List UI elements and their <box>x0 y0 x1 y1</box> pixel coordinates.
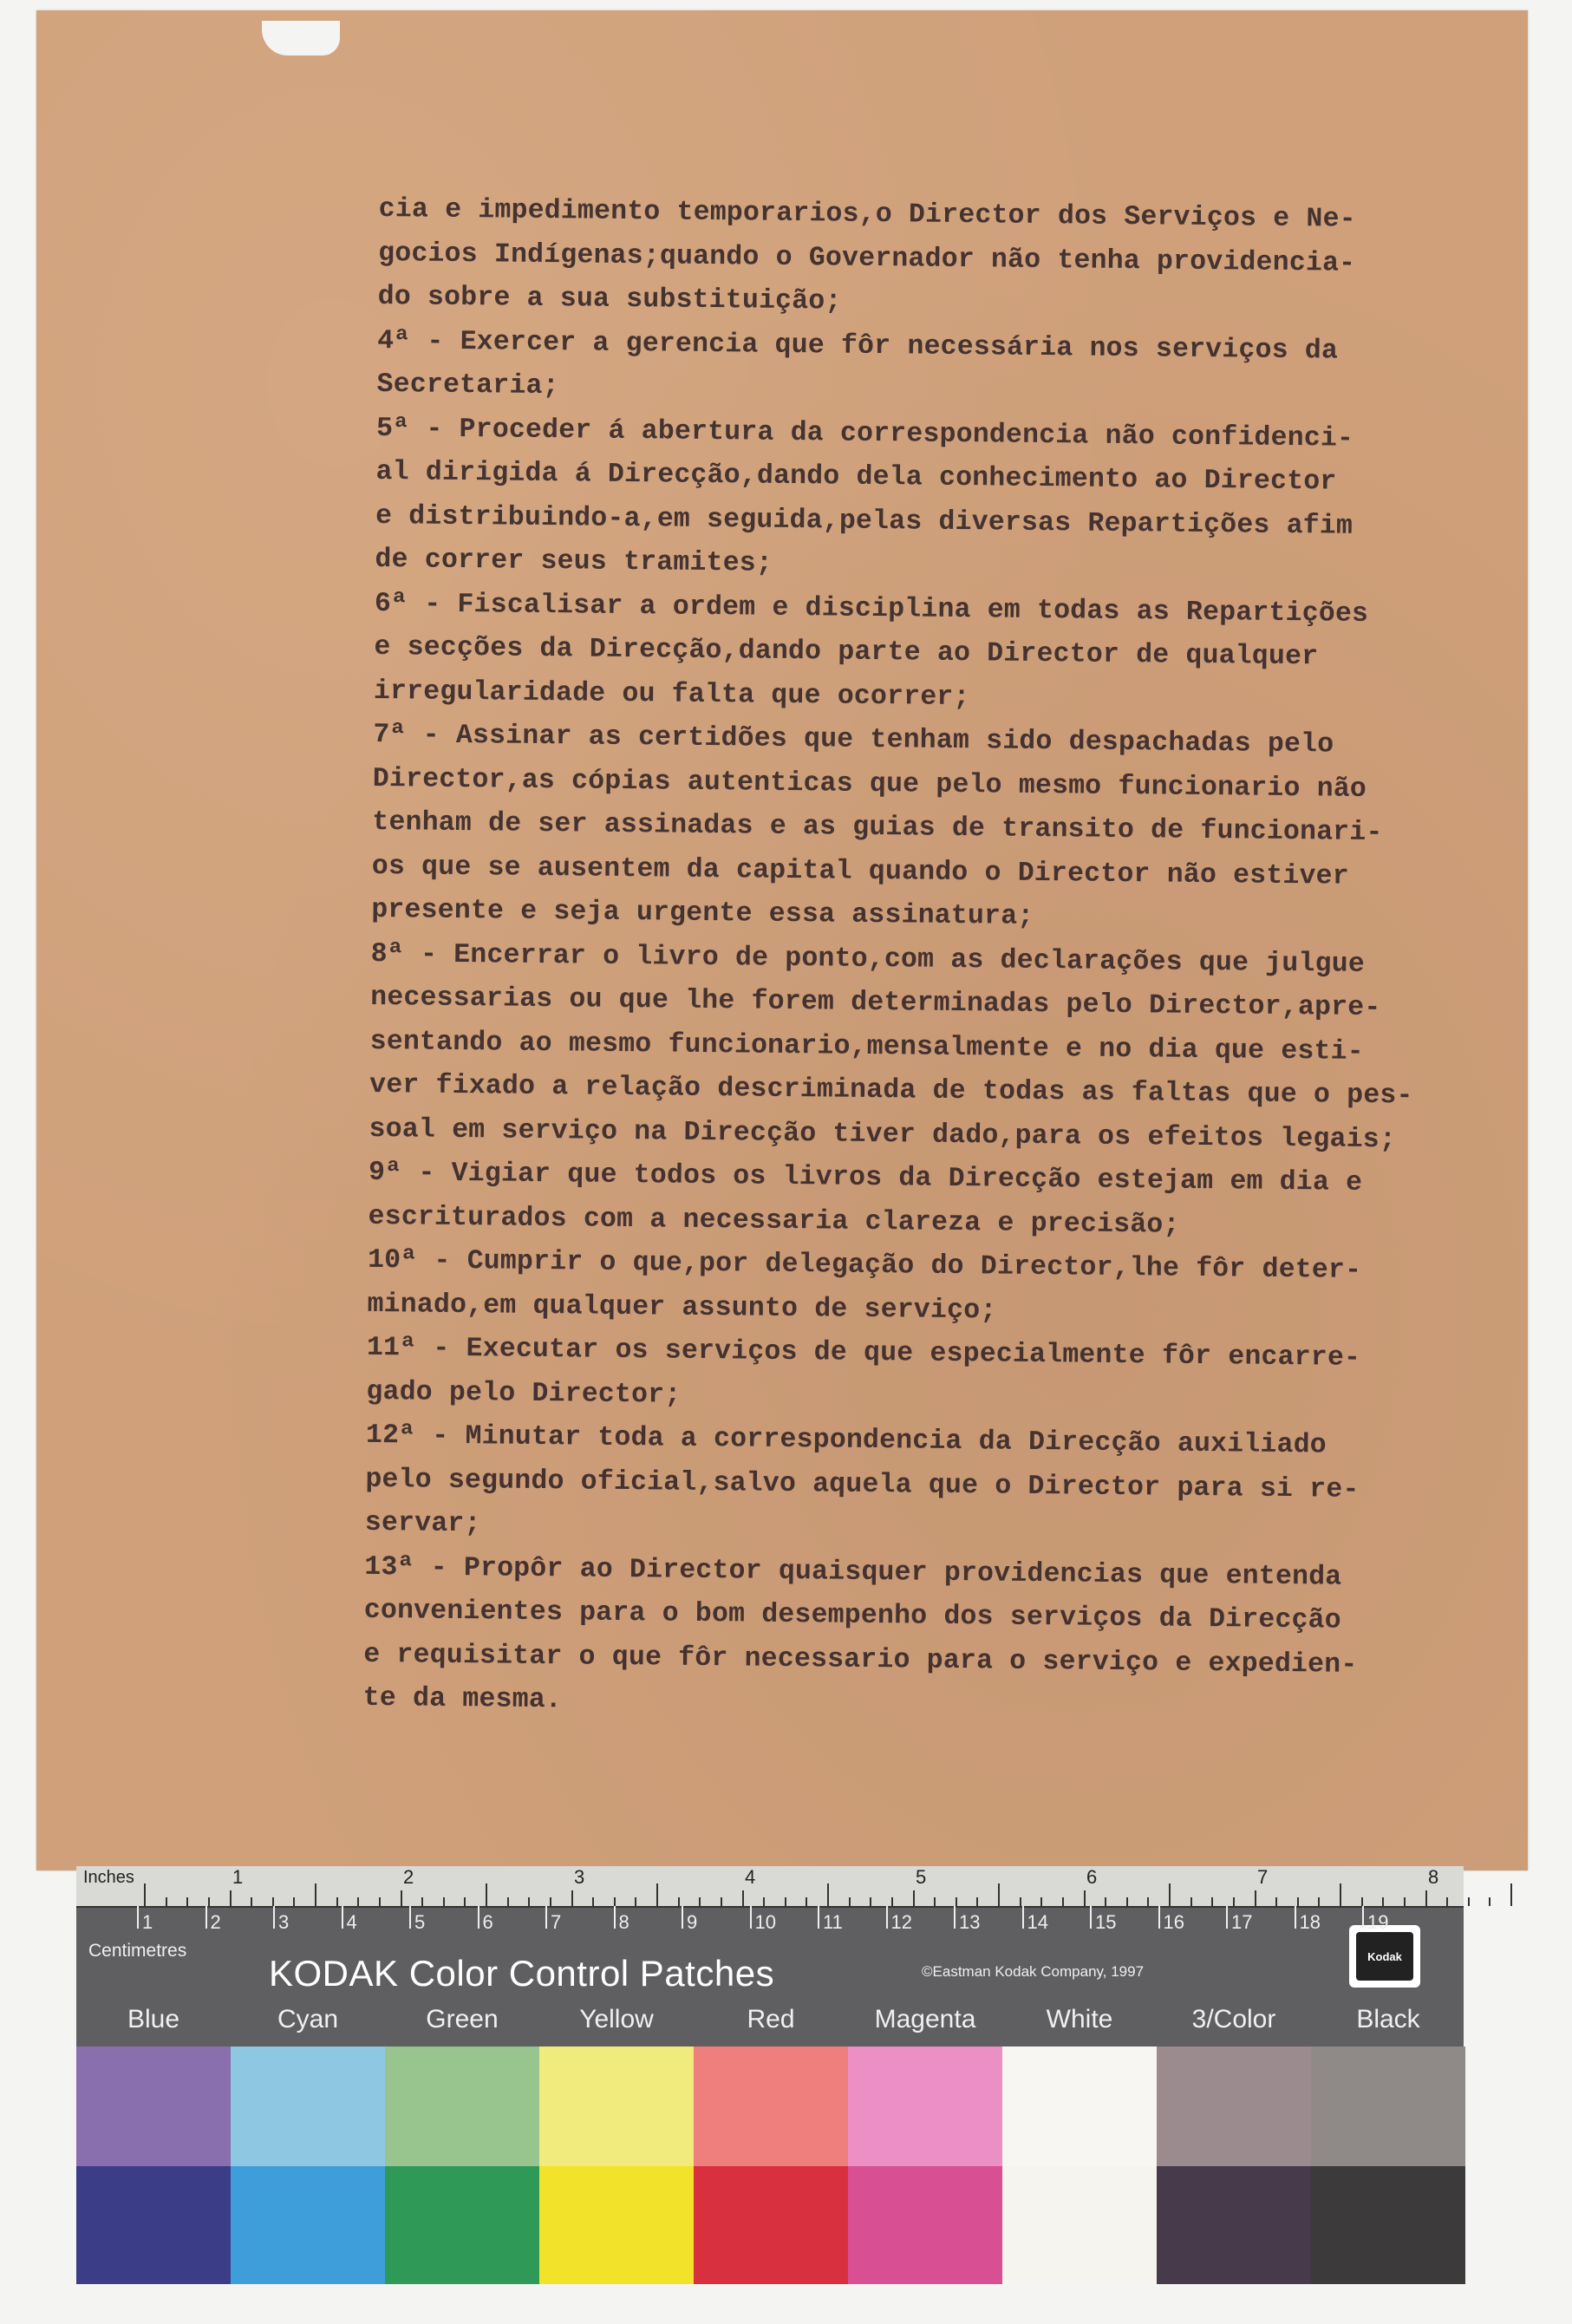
cm-tick <box>1362 1906 1364 1929</box>
ruler-tick <box>656 1883 658 1906</box>
ruler-tick <box>550 1897 551 1906</box>
text-line: te da mesma. <box>362 1682 563 1716</box>
ruler-tick <box>785 1897 786 1906</box>
cm-number: 19 <box>1367 1911 1389 1933</box>
cm-tick <box>886 1906 888 1929</box>
ruler-tick <box>1233 1897 1235 1906</box>
text-line: al dirigida á Direcção,dando dela conhecimento ao Director <box>375 456 1337 498</box>
cm-number: 7 <box>551 1911 562 1933</box>
kodak-color-control-target <box>76 1866 1464 2284</box>
ruler-tick <box>1425 1890 1427 1906</box>
text-line: 4ª - Exercer a gerencia que fôr necessária nos serviços da <box>376 325 1339 367</box>
cm-number: 16 <box>1163 1911 1184 1933</box>
ruler-tick <box>464 1897 466 1906</box>
text-line: minado,em qualquer assunto de serviço; <box>367 1289 997 1327</box>
ruler-tick <box>998 1883 1000 1906</box>
inch-number: 3 <box>574 1866 585 1888</box>
ruler-tick <box>571 1890 573 1906</box>
cm-tick <box>1158 1906 1160 1929</box>
cm-number: 17 <box>1231 1911 1253 1933</box>
kodak-logo-text: Kodak <box>1356 1932 1413 1981</box>
cm-tick <box>545 1906 547 1929</box>
ruler-tick <box>742 1890 744 1906</box>
cm-tick <box>478 1906 479 1929</box>
ruler-tick <box>1404 1897 1406 1906</box>
ruler-tick <box>1318 1897 1320 1906</box>
ruler-tick <box>272 1897 274 1906</box>
patch-label: Red <box>747 2005 795 2034</box>
cm-tick <box>614 1906 616 1929</box>
patch-label: Blue <box>127 2005 180 2034</box>
color-patch-top <box>385 2047 539 2166</box>
cm-tick <box>1226 1906 1228 1929</box>
cm-tick <box>954 1906 956 1929</box>
text-line: do sobre a sua substituição; <box>377 281 842 317</box>
ruler-tick <box>486 1883 487 1906</box>
ruler-tick <box>528 1897 530 1906</box>
patch-label: 3/Color <box>1191 2005 1276 2034</box>
cm-number: 11 <box>823 1911 843 1933</box>
ruler-tick <box>956 1897 957 1906</box>
text-line: e requisitar o que fôr necessario para o serviço e expedien- <box>363 1639 1358 1681</box>
ruler-tick <box>357 1897 359 1906</box>
inch-number: 5 <box>916 1866 927 1888</box>
inch-number: 8 <box>1428 1866 1439 1888</box>
ruler-tick <box>614 1897 616 1906</box>
cm-tick <box>1295 1906 1296 1929</box>
ruler-tick <box>1020 1897 1021 1906</box>
cm-tick <box>682 1906 683 1929</box>
color-patch-bottom <box>539 2166 694 2284</box>
text-line: irregularidade ou falta que ocorrer; <box>373 676 970 713</box>
ruler-tick <box>699 1897 701 1906</box>
ruler-tick <box>443 1897 445 1906</box>
target-title: KODAK Color Control Patches <box>269 1953 775 1994</box>
ruler-tick <box>293 1897 295 1906</box>
color-patch-top <box>231 2047 385 2166</box>
ruler-tick <box>849 1897 851 1906</box>
cm-tick <box>818 1906 819 1929</box>
ruler-tick <box>976 1897 978 1906</box>
text-line: Director,as cópias autenticas que pelo mesmo funcionario não <box>372 763 1367 805</box>
text-line: e distribuindo-a,em seguida,pelas diversas Repartições afim <box>375 500 1353 542</box>
color-patch-bottom <box>1311 2166 1465 2284</box>
cm-number: 10 <box>754 1911 776 1933</box>
patch-label: Yellow <box>579 2005 654 2034</box>
color-patch-top <box>76 2047 231 2166</box>
cm-tick <box>205 1906 207 1929</box>
text-line: 6ª - Fiscalisar a ordem e disciplina em todas as Repartições <box>374 588 1369 630</box>
torn-corner <box>262 21 340 55</box>
cm-number: 12 <box>890 1911 912 1933</box>
cm-tick <box>409 1906 411 1929</box>
text-line: servar; <box>364 1507 481 1540</box>
patch-label: White <box>1046 2005 1113 2034</box>
patch-label: Cyan <box>277 2005 339 2034</box>
ruler-tick <box>1169 1883 1171 1906</box>
cm-tick <box>1090 1906 1092 1929</box>
ruler-tick <box>1468 1897 1470 1906</box>
text-line: 9ª - Vigiar que todos os livros da Direcção estejam em dia e <box>368 1157 1363 1198</box>
text-line: cia e impedimento temporarios,o Director dos Serviços e Ne- <box>378 193 1356 235</box>
cm-number: 6 <box>482 1911 493 1933</box>
color-patch-top <box>1157 2047 1311 2166</box>
inch-number: 4 <box>745 1866 756 1888</box>
cm-number: 14 <box>1027 1911 1048 1933</box>
ruler-tick <box>763 1897 765 1906</box>
text-line: os que se ausentem da capital quando o Director não estiver <box>371 851 1350 892</box>
patch-label: Black <box>1356 2005 1420 2034</box>
cm-number: 4 <box>346 1911 357 1933</box>
text-line: sentando ao mesmo funcionario,mensalmente e no dia que esti- <box>369 1026 1365 1067</box>
text-line: 12ª - Minutar toda a correspondencia da Direcção auxiliado <box>365 1420 1327 1461</box>
text-line: 13ª - Propôr ao Director quaisquer providencias que entenda <box>364 1551 1342 1593</box>
inch-ruler <box>76 1866 1464 1908</box>
color-patch-bottom <box>76 2166 231 2284</box>
color-patch-top <box>1311 2047 1465 2166</box>
ruler-tick <box>678 1897 680 1906</box>
cm-number: 15 <box>1095 1911 1117 1933</box>
ruler-tick <box>1340 1883 1341 1906</box>
ruler-tick <box>1255 1890 1256 1906</box>
ruler-tick <box>806 1897 807 1906</box>
cm-tick <box>1022 1906 1024 1929</box>
ruler-tick <box>870 1897 871 1906</box>
ruler-tick <box>507 1897 509 1906</box>
ruler-tick <box>1211 1897 1213 1906</box>
ruler-tick <box>913 1890 915 1906</box>
cm-tick <box>750 1906 752 1929</box>
ruler-tick <box>166 1897 167 1906</box>
inch-number: 2 <box>403 1866 414 1888</box>
ruler-tick <box>635 1897 636 1906</box>
text-line: de correr seus tramites; <box>375 544 773 579</box>
inch-number: 1 <box>232 1866 244 1888</box>
ruler-tick <box>827 1883 829 1906</box>
ruler-tick <box>421 1897 423 1906</box>
ruler-tick <box>1361 1897 1363 1906</box>
cm-number: 18 <box>1299 1911 1321 1933</box>
cm-number: 8 <box>618 1911 629 1933</box>
color-patch-bottom <box>385 2166 539 2284</box>
copyright-text: ©Eastman Kodak Company, 1997 <box>922 1963 1145 1980</box>
ruler-tick <box>230 1890 232 1906</box>
text-line: 7ª - Assinar as certidões que tenham sido despachadas pelo <box>373 719 1334 761</box>
color-patch-top <box>694 2047 848 2166</box>
text-line: convenientes para o bom desempenho dos serviços da Direcção <box>363 1595 1342 1636</box>
cm-number: 9 <box>687 1911 698 1933</box>
cm-number: 2 <box>210 1911 221 1933</box>
color-patch-bottom <box>694 2166 848 2284</box>
document-page <box>36 10 1528 1870</box>
ruler-tick <box>186 1897 188 1906</box>
ruler-tick <box>592 1897 594 1906</box>
text-line: gado pelo Director; <box>366 1376 682 1411</box>
patch-label: Magenta <box>874 2005 976 2034</box>
ruler-tick <box>251 1897 252 1906</box>
text-line: 5ª - Proceder á abertura da correspondencia não confidenci- <box>375 413 1354 454</box>
ruler-tick <box>379 1897 381 1906</box>
ruler-tick <box>1489 1897 1490 1906</box>
patch-label: Green <box>426 2005 499 2034</box>
text-line: necessarias ou que lhe forem determinadas pelo Director,apre- <box>370 982 1381 1024</box>
cm-number: 13 <box>959 1911 981 1933</box>
ruler-tick <box>721 1897 722 1906</box>
ruler-tick <box>1297 1897 1299 1906</box>
color-patch-bottom <box>1157 2166 1311 2284</box>
color-patch-top <box>539 2047 694 2166</box>
cm-tick <box>137 1906 139 1929</box>
ruler-tick <box>1275 1897 1277 1906</box>
color-patch-bottom <box>848 2166 1002 2284</box>
text-line: gocios Indígenas;quando o Governador não tenha providencia- <box>378 238 1356 279</box>
text-line: 8ª - Encerrar o livro de ponto,com as declarações que julgue <box>370 938 1366 980</box>
ruler-tick <box>1382 1897 1384 1906</box>
text-line: Secretaria; <box>376 369 559 402</box>
ruler-tick <box>144 1883 146 1906</box>
text-line: presente e seja urgente essa assinatura; <box>371 894 1034 932</box>
text-line: tenham de ser assinadas e as guias de transito de funcionari- <box>372 806 1383 849</box>
centimetres-label: Centimetres <box>88 1941 187 1961</box>
inch-number: 7 <box>1257 1866 1269 1888</box>
text-line: ver fixado a relação descriminada de todas as faltas que o pes- <box>369 1069 1413 1112</box>
ruler-tick <box>1446 1897 1448 1906</box>
ruler-tick <box>336 1897 338 1906</box>
ruler-tick <box>934 1897 936 1906</box>
typewritten-text <box>362 188 1505 1733</box>
cm-tick <box>273 1906 275 1929</box>
text-line: e secções da Direcção,dando parte ao Director de qualquer <box>374 631 1319 673</box>
text-line: 10ª - Cumprir o que,por delegação do Director,lhe fôr deter- <box>367 1244 1362 1286</box>
ruler-tick <box>1062 1897 1064 1906</box>
text-line: 11ª - Executar os serviços de que especialmente fôr encarre- <box>366 1332 1361 1374</box>
ruler-tick <box>891 1897 893 1906</box>
ruler-tick <box>401 1890 402 1906</box>
text-line: pelo segundo oficial,salvo aquela que o Director para si re- <box>365 1464 1360 1505</box>
ruler-tick <box>1510 1883 1512 1906</box>
ruler-tick <box>1084 1890 1086 1906</box>
kodak-logo-icon <box>1349 1925 1420 1988</box>
ruler-tick <box>1105 1897 1106 1906</box>
ruler-tick <box>1040 1897 1042 1906</box>
ruler-tick <box>1126 1897 1128 1906</box>
color-patch-top <box>848 2047 1002 2166</box>
ruler-tick <box>315 1883 316 1906</box>
ruler-tick <box>1147 1897 1149 1906</box>
color-patch-bottom <box>1002 2166 1157 2284</box>
color-patch-top <box>1002 2047 1157 2166</box>
cm-number: 3 <box>278 1911 290 1933</box>
cm-number: 1 <box>142 1911 153 1933</box>
text-line: escriturados com a necessaria clareza e precisão; <box>368 1201 1180 1241</box>
ruler-tick <box>1190 1897 1192 1906</box>
text-line: soal em serviço na Direcção tiver dado,para os efeitos legais; <box>369 1113 1397 1155</box>
inch-number: 6 <box>1086 1866 1098 1888</box>
ruler-tick <box>208 1897 210 1906</box>
cm-number: 5 <box>414 1911 426 1933</box>
cm-tick <box>342 1906 343 1929</box>
color-patch-bottom <box>231 2166 385 2284</box>
inches-label: Inches <box>83 1868 134 1887</box>
